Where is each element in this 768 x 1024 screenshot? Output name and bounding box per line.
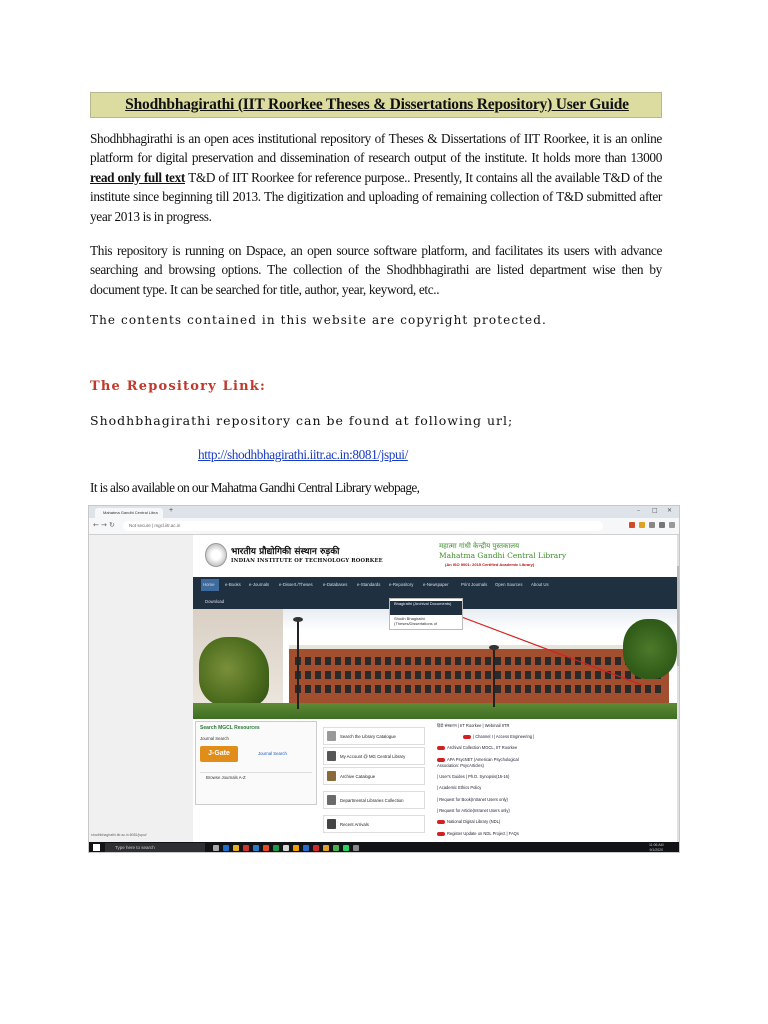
url-input[interactable]: Not secure | mgcl.iitr.ac.in xyxy=(123,521,603,531)
maximize-icon[interactable]: □ xyxy=(652,507,658,514)
new-badge-icon xyxy=(463,735,471,739)
library-webpage-screenshot xyxy=(88,505,680,853)
menu-open-sources[interactable]: Open Sources xyxy=(495,582,523,587)
intro-paragraph: Shodhbhagirathi is an open aces institutional repository of Theses & Dissertations of IIT Roorkee, it is an online platform for digital preservation and dissemination of research output of the institute. It holds more than 13000 read only full text T&D of IIT Roorkee for reference purpose.. Presently, It contains all the available T&D of the institute since beginning till 2013. The digitization and uploading of remaining collection of T&D submitted after year 2013 is in progress. xyxy=(90,131,663,224)
new-tab-icon[interactable]: + xyxy=(169,507,174,514)
menu-edissert[interactable]: e-Dissеrt./Theses xyxy=(279,582,313,587)
new-badge-icon xyxy=(437,758,445,762)
menu-about-us[interactable]: About Us xyxy=(531,582,549,587)
quick-link[interactable]: | Request for Book(Intranet Users only) xyxy=(437,797,508,802)
page-viewport xyxy=(89,535,680,842)
catalogue-search-item[interactable]: Search the Library Catalogue xyxy=(323,727,425,745)
search-icon xyxy=(327,731,336,741)
archive-icon xyxy=(327,771,336,781)
close-icon[interactable]: ✕ xyxy=(667,507,673,514)
institute-hindi-name: भारतीय प्रौद्योगिकी संस्थान रुड़की xyxy=(231,547,340,557)
mgcl-resources-panel xyxy=(195,721,317,805)
dropdown-bhagirathi[interactable]: Bhagirathi (Archival Documents) xyxy=(390,601,462,615)
departmental-libraries-item[interactable]: Departmental Libraries Collection xyxy=(323,791,425,809)
whatsapp-icon[interactable] xyxy=(343,845,349,851)
read-only-full-text: read only full text xyxy=(90,169,185,185)
app-icon[interactable] xyxy=(273,845,279,851)
quick-link[interactable]: हिंदी संस्करण | IIT Roorkee | Webmail IITR xyxy=(437,723,510,728)
books-icon xyxy=(327,795,336,805)
browser-tabbar xyxy=(89,506,680,518)
scrollbar-thumb[interactable] xyxy=(677,566,680,666)
app-icon[interactable] xyxy=(353,845,359,851)
extension-icon[interactable] xyxy=(629,522,635,528)
copyright-notice: The contents contained in this website are copyright protected. xyxy=(90,313,547,327)
quick-link[interactable]: Association: PsycArticles) xyxy=(437,763,484,768)
browse-journals-link[interactable]: Browse Journals A-Z xyxy=(200,772,312,782)
menu-home[interactable]: Home xyxy=(203,582,215,587)
recent-arrivals-item[interactable]: Recent Arrivals xyxy=(323,815,425,833)
my-account-item[interactable]: My Account @ MG Central Library xyxy=(323,747,425,765)
repository-link-heading: The Repository Link: xyxy=(90,379,266,394)
archive-catalogue-item[interactable]: Archive Catalogue xyxy=(323,767,425,785)
task-view-icon[interactable] xyxy=(213,845,219,851)
library-english-name: Mahatma Gandhi Central Library xyxy=(439,551,567,560)
tray-clock[interactable]: 11:06 AM 9/1/2020 xyxy=(649,843,664,852)
user-icon xyxy=(327,751,336,761)
app-icon[interactable] xyxy=(313,845,319,851)
site-header xyxy=(193,535,677,577)
menu-estandards[interactable]: e-Standards xyxy=(357,582,381,587)
profile-icon[interactable] xyxy=(659,522,665,528)
journal-search-link[interactable]: Journal Search xyxy=(258,751,287,756)
status-url: shodhbhagirathi.iitr.ac.in:8081/jspui/ xyxy=(91,833,147,837)
minimize-icon[interactable]: – xyxy=(637,507,640,514)
repository-dropdown xyxy=(389,598,463,630)
found-at-text: Shodhbhagirathi repository can be found at following url; xyxy=(90,413,514,428)
menu-erepository[interactable]: e-Repository xyxy=(389,582,414,587)
repository-url-link[interactable]: http://shodhbhagirathi.iitr.ac.in:8081/jspui/ xyxy=(198,447,408,462)
menu-edatabases[interactable]: e-Databases xyxy=(323,582,348,587)
institute-english-name: INDIAN INSTITUTE OF TECHNOLOGY ROORKEE xyxy=(231,558,383,564)
library-site xyxy=(193,535,677,842)
menu-ejournals[interactable]: e-Journals xyxy=(249,582,270,587)
taskbar-search[interactable]: Type here to search xyxy=(105,843,205,853)
reload-icon[interactable]: ↻ xyxy=(109,521,115,529)
also-available-text: It is also available on our Mahatma Gandhi Central Library webpage, xyxy=(90,480,420,495)
folder-icon[interactable] xyxy=(233,845,239,851)
app-icon[interactable] xyxy=(283,845,289,851)
extension-icon[interactable] xyxy=(639,522,645,528)
menu-print-journals[interactable]: Print Journals xyxy=(461,582,488,587)
windows-start-icon[interactable] xyxy=(93,844,100,851)
quick-link[interactable]: Archival Collection MGCL, IIT Roorkee xyxy=(437,745,587,750)
app-icon[interactable] xyxy=(293,845,299,851)
quick-link[interactable]: APA PsycNET (American Psychological xyxy=(437,757,587,762)
app-icon[interactable] xyxy=(333,845,339,851)
title-box xyxy=(90,92,662,118)
iso-certification: (An ISO 9001: 2015 Certified Academic Library) xyxy=(445,562,535,567)
app-icon[interactable] xyxy=(243,845,249,851)
app-icon[interactable] xyxy=(303,845,309,851)
quick-link[interactable]: Register Update on NDL Project | FAQs xyxy=(437,831,587,836)
dspace-paragraph: This repository is running on Dspace, an open source software platform, and facilitates its users with advance searching and browsing options. The collection of the Shodhbhagirathi are listed department wise then by document type. It can be searched for title, author, year, keyword, etc.. xyxy=(90,243,662,297)
new-books-icon xyxy=(327,819,336,829)
menu-download[interactable]: Download xyxy=(205,599,225,604)
chrome-icon[interactable] xyxy=(323,845,329,851)
windows-taskbar xyxy=(89,842,680,853)
quick-link[interactable]: | User's Guides | Ph.D. Synopsis(15-16) xyxy=(437,774,510,779)
back-icon[interactable]: ← xyxy=(93,521,99,529)
edge-icon[interactable] xyxy=(223,845,229,851)
page-title: Shodhbhagirathi (IIT Roorkee Theses & Dissertations Repository) User Guide xyxy=(125,96,629,113)
quick-link[interactable]: | Academic Ethics Policy xyxy=(437,785,482,790)
quick-link[interactable]: | Request for Article(Intranet Users only) xyxy=(437,808,510,813)
new-badge-icon xyxy=(437,820,445,824)
dropdown-shodh-bhagirathi[interactable]: Shodh Bhagirathi (Theses/Dissertations of xyxy=(394,616,438,626)
menu-ebooks[interactable]: e-Books xyxy=(225,582,241,587)
extension-icon[interactable] xyxy=(649,522,655,528)
new-badge-icon xyxy=(437,746,445,750)
library-hindi-name: महात्मा गांधी केन्द्रीय पुस्तकालय xyxy=(439,542,520,550)
iitr-emblem-icon xyxy=(205,543,227,567)
app-icon[interactable] xyxy=(263,845,269,851)
address-bar xyxy=(89,518,680,535)
tree-image xyxy=(199,637,269,707)
app-icon[interactable] xyxy=(253,845,259,851)
journal-search-label: Journal Search xyxy=(200,736,229,741)
menu-icon[interactable] xyxy=(669,522,675,528)
menu-enewspaper[interactable]: e-Newspaper xyxy=(423,582,449,587)
quick-link[interactable]: | Channel I | Access Engineering | xyxy=(437,734,587,739)
quick-links xyxy=(437,719,587,843)
new-badge-icon xyxy=(437,832,445,836)
catalogue-links xyxy=(323,721,429,841)
resources-title: Search MGCL Resources xyxy=(200,725,260,731)
forward-icon[interactable]: → xyxy=(101,521,107,529)
browser-tab[interactable]: Mahatma Gandhi Central Libra xyxy=(95,508,163,518)
quick-link[interactable]: National Digital Library (NDL) xyxy=(437,819,587,824)
jgate-logo[interactable]: J-Gate xyxy=(200,746,238,762)
